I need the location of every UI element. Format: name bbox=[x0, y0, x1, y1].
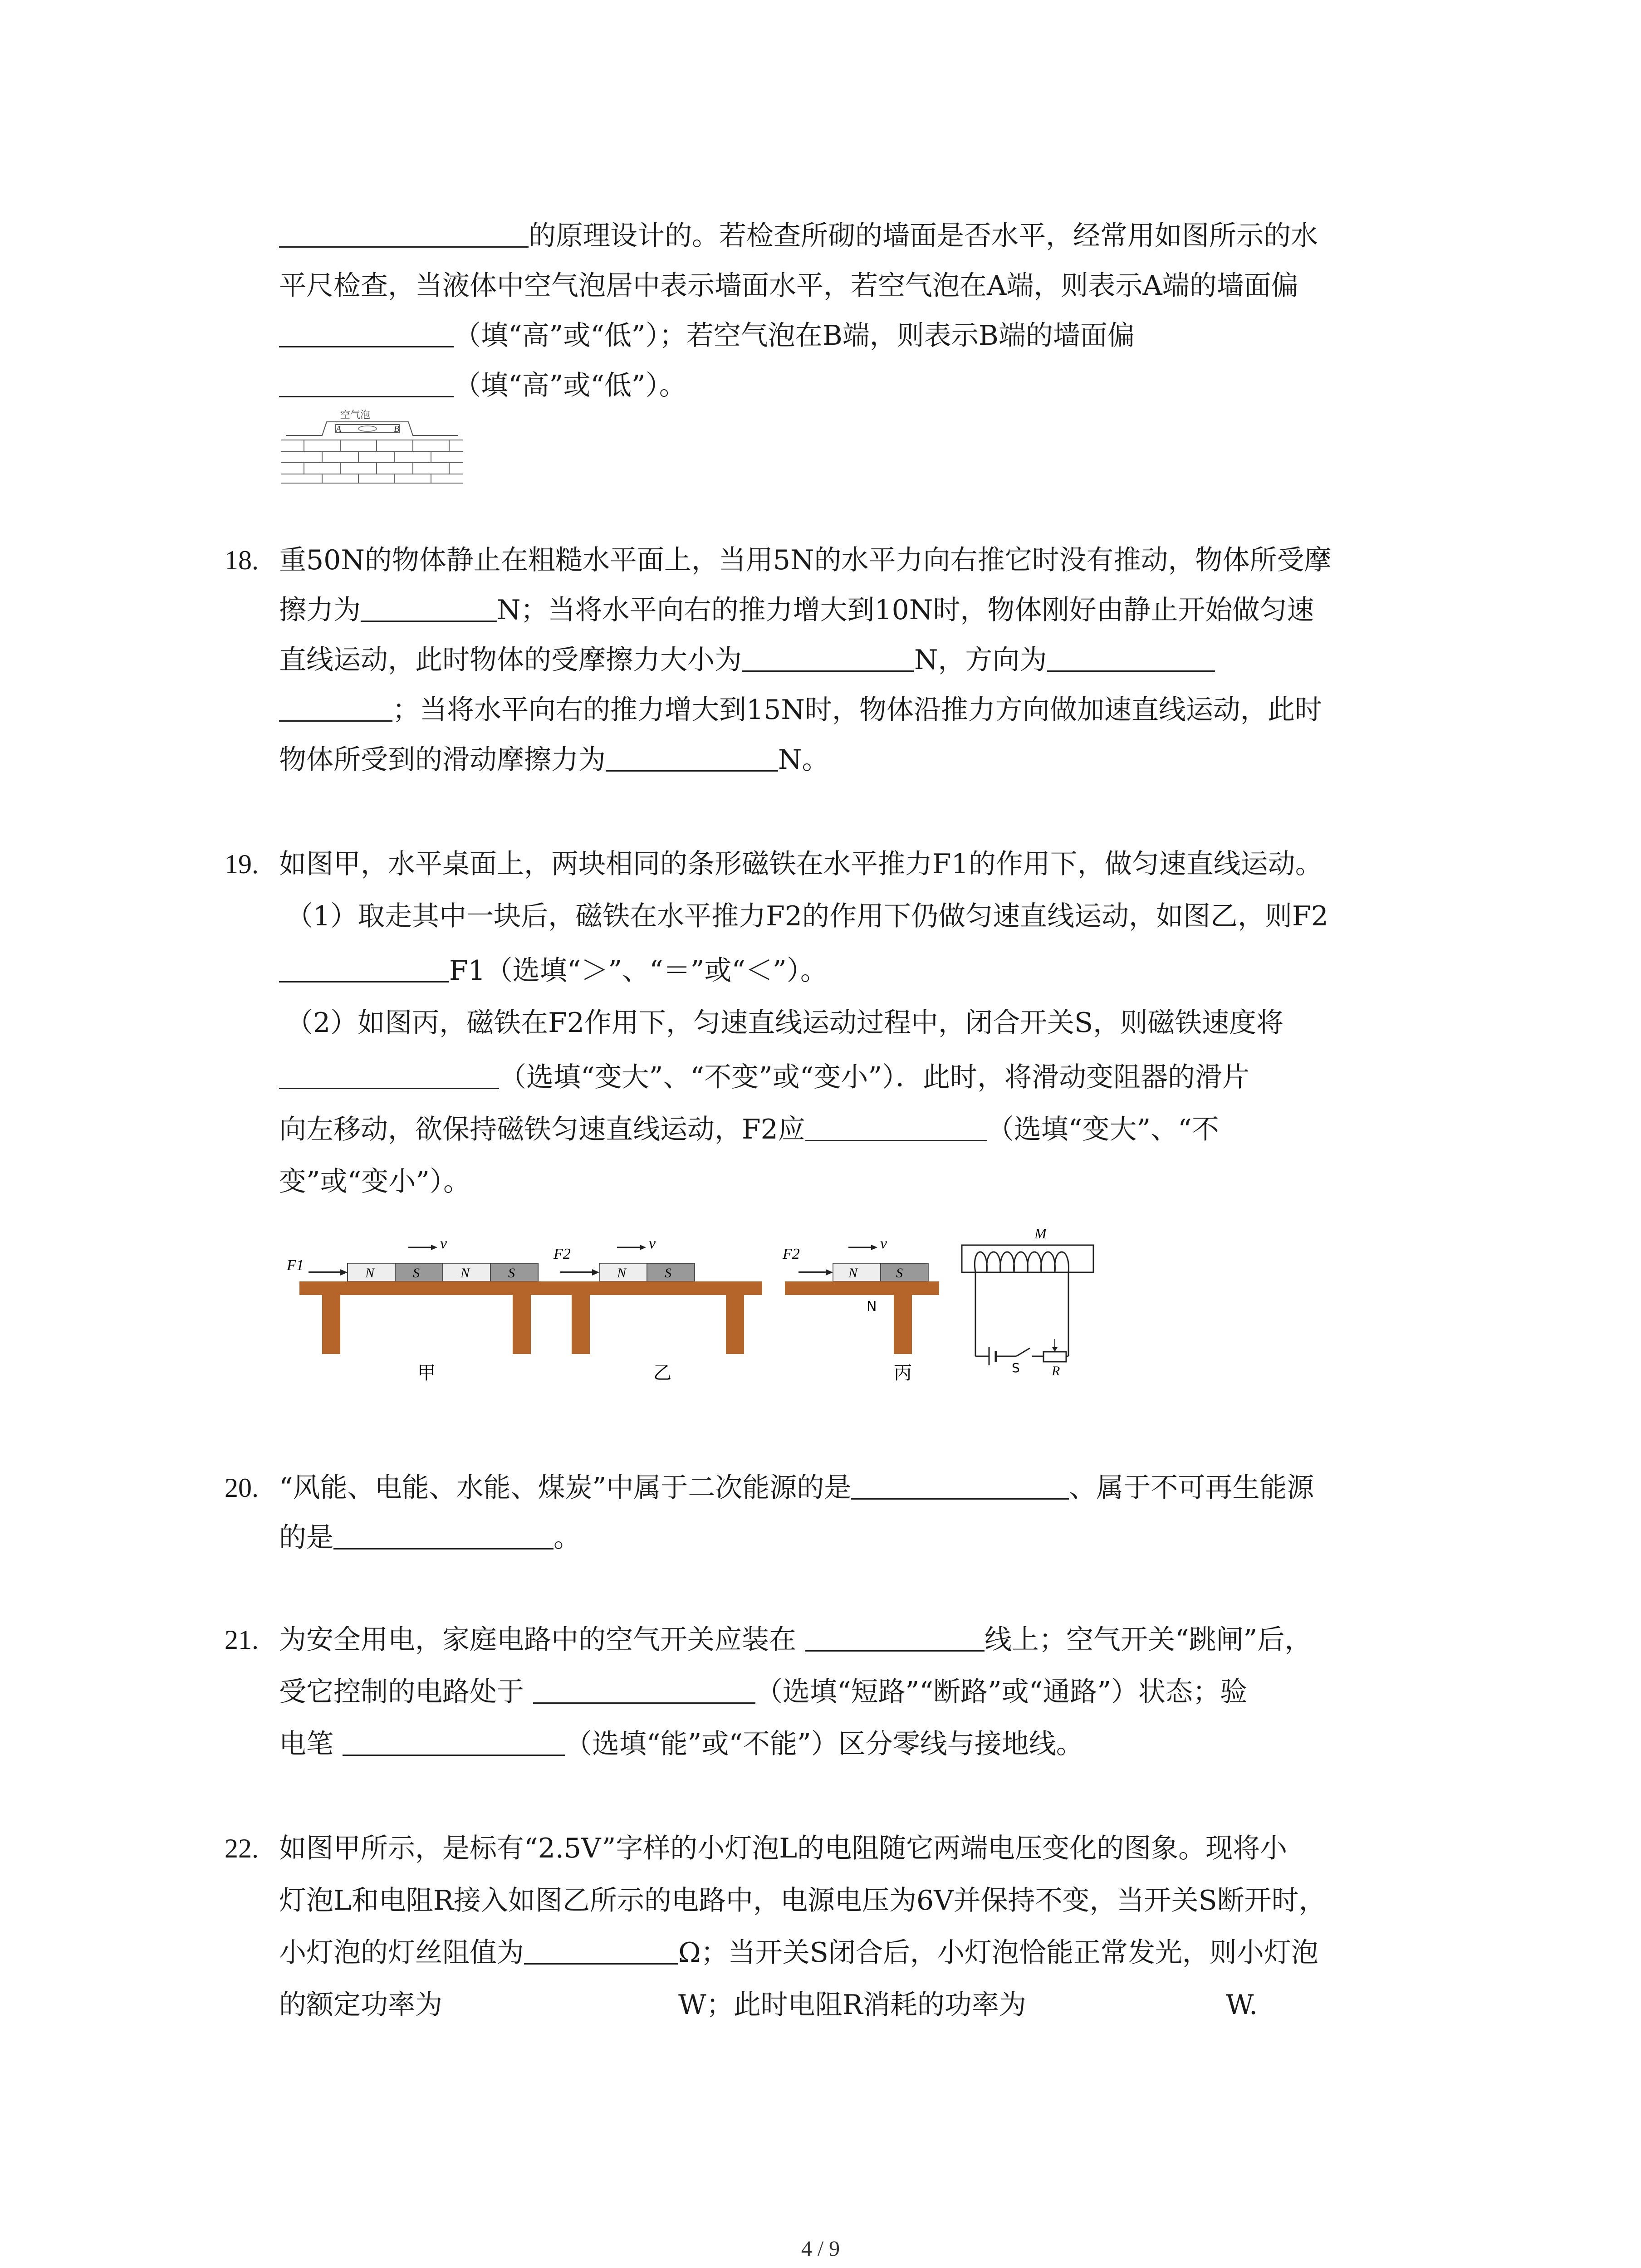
svg-text:v: v bbox=[880, 1235, 887, 1252]
q20-line1: “风能、电能、水能、煤炭”中属于二次能源的是 、属于不可再生能源 bbox=[279, 1472, 1314, 1504]
q19-line6: 向左移动，欲保持磁铁匀速直线运动，F2应 （选填“变大”、“不 bbox=[279, 1114, 1219, 1145]
fig-bing bbox=[782, 1225, 1093, 1383]
svg-text:S: S bbox=[896, 1266, 903, 1281]
q20-number: 20. bbox=[225, 1473, 259, 1503]
q17-line4: （填“高”或“低”）。 bbox=[279, 367, 686, 404]
q22-line3: 小灯泡的灯丝阻值为 Ω；当开关S闭合后，小灯泡恰能正常发光，则小灯泡 bbox=[279, 1937, 1318, 1969]
q18-line4: ；当将水平向右的推力增大到15N时，物体沿推力方向做加速直线运动，此时 bbox=[279, 692, 1322, 728]
answer-blank[interactable] bbox=[533, 1676, 755, 1704]
svg-text:S: S bbox=[665, 1266, 671, 1281]
svg-text:R: R bbox=[1052, 1364, 1060, 1378]
answer-blank[interactable] bbox=[606, 744, 778, 772]
q22-number: 22. bbox=[225, 1833, 259, 1863]
q19-number: 19. bbox=[225, 849, 259, 879]
svg-text:S: S bbox=[413, 1266, 420, 1281]
answer-blank[interactable] bbox=[333, 1522, 554, 1549]
q18-number: 18. bbox=[225, 545, 259, 575]
answer-blank[interactable] bbox=[279, 320, 454, 347]
svg-text:F1: F1 bbox=[287, 1257, 304, 1274]
q18-line1: 重50N的物体静止在粗糙水平面上，当用5N的水平力向右推它时没有推动，物体所受摩 bbox=[279, 544, 1332, 576]
answer-blank[interactable] bbox=[805, 1624, 985, 1652]
q18-line5: 物体所受到的滑动摩擦力为 N。 bbox=[279, 744, 829, 776]
svg-text:N: N bbox=[617, 1266, 627, 1281]
answer-blank[interactable] bbox=[279, 370, 454, 397]
q22-line1: 如图甲所示，是标有“2.5V”字样的小灯泡L的电阻随它两端电压变化的图象。现将小 bbox=[279, 1833, 1288, 1864]
spirit-level-figure bbox=[277, 408, 467, 485]
magnet-figure bbox=[281, 1220, 1143, 1411]
bubble-label: 空气泡 bbox=[340, 410, 371, 421]
svg-text:v: v bbox=[649, 1235, 656, 1252]
q19-line4: （2）如图丙，磁铁在F2作用下，匀速直线运动过程中，闭合开关S，则磁铁速度将 bbox=[286, 1007, 1284, 1039]
q19-line5: （选填“变大”、“不变”或“变小”）．此时，将滑动变阻器的滑片 bbox=[279, 1059, 1249, 1095]
q19-line2: （1）取走其中一块后，磁铁在水平推力F2的作用下仍做匀速直线运动，如图乙，则F2 bbox=[286, 900, 1328, 932]
page-number: 4 / 9 bbox=[801, 2237, 840, 2261]
q19-line3: F1（选填“＞”、“＝”或“＜”）。 bbox=[279, 953, 828, 989]
answer-blank[interactable] bbox=[279, 1061, 499, 1089]
q18-line3: 直线运动，此时物体的受摩擦力大小为 N，方向为 bbox=[279, 642, 1215, 678]
fig-jia bbox=[286, 1235, 554, 1383]
answer-blank[interactable] bbox=[1047, 644, 1215, 672]
q21-number: 21. bbox=[225, 1625, 259, 1655]
svg-text:甲: 甲 bbox=[417, 1363, 436, 1383]
q17-line3: （填“高”或“低”）；若空气泡在B端，则表示B端的墙面偏 bbox=[279, 318, 1135, 354]
svg-text:丙: 丙 bbox=[894, 1363, 912, 1383]
answer-blank[interactable] bbox=[851, 1472, 1069, 1500]
svg-text:F2: F2 bbox=[554, 1246, 571, 1262]
svg-text:N: N bbox=[848, 1266, 858, 1281]
svg-text:S: S bbox=[1012, 1360, 1020, 1375]
answer-blank[interactable] bbox=[279, 220, 529, 248]
q21-line3: 电笔 （选填“能”或“不能”）区分零线与接地线。 bbox=[279, 1728, 1083, 1760]
svg-text:N: N bbox=[867, 1299, 877, 1315]
svg-text:F2: F2 bbox=[783, 1246, 800, 1262]
answer-blank[interactable] bbox=[524, 1937, 678, 1965]
q19-line1: 如图甲，水平桌面上，两块相同的条形磁铁在水平推力F1的作用下，做匀速直线运动。 bbox=[279, 848, 1323, 880]
q17-line2: 平尺检查，当液体中空气泡居中表示墙面水平，若空气泡在A端，则表示A端的墙面偏 bbox=[279, 270, 1298, 302]
q18-line2: 擦力为 N；当将水平向右的推力增大到10N时，物体刚好由静止开始做匀速 bbox=[279, 594, 1314, 626]
svg-text:S: S bbox=[508, 1266, 515, 1281]
answer-blank[interactable] bbox=[279, 955, 449, 982]
svg-text:乙: 乙 bbox=[653, 1363, 671, 1383]
svg-text:N: N bbox=[365, 1266, 375, 1281]
answer-blank[interactable] bbox=[279, 694, 392, 722]
q22-line2: 灯泡L和电阻R接入如图乙所示的电路中，电源电压为6V并保持不变，当开关S断开时， bbox=[279, 1885, 1326, 1916]
q21-line2: 受它控制的电路处于 （选填“短路”“断路”或“通路”）状态；验 bbox=[279, 1676, 1248, 1708]
q19-line7: 变”或“变小”）。 bbox=[279, 1166, 471, 1198]
svg-text:N: N bbox=[460, 1266, 470, 1281]
answer-blank[interactable] bbox=[742, 644, 914, 672]
end-a-label: A bbox=[336, 424, 342, 434]
answer-blank[interactable] bbox=[343, 1728, 565, 1756]
svg-text:v: v bbox=[440, 1235, 447, 1252]
q21-line1: 为安全用电，家庭电路中的空气开关应装在 线上；空气开关“跳闸”后， bbox=[279, 1624, 1312, 1656]
q22-line4: 的额定功率为 W；此时电阻R消耗的功率为 W. bbox=[279, 1989, 1258, 2021]
end-b-label: B bbox=[394, 424, 400, 434]
answer-blank[interactable] bbox=[361, 594, 497, 622]
fig-yi bbox=[553, 1235, 762, 1383]
answer-blank[interactable] bbox=[805, 1114, 987, 1141]
svg-text:M: M bbox=[1034, 1225, 1047, 1242]
q17-line1: 的原理设计的。若检查所砌的墙面是否水平，经常用如图所示的水 bbox=[279, 218, 1318, 254]
q20-line2: 的是 。 bbox=[279, 1522, 581, 1554]
